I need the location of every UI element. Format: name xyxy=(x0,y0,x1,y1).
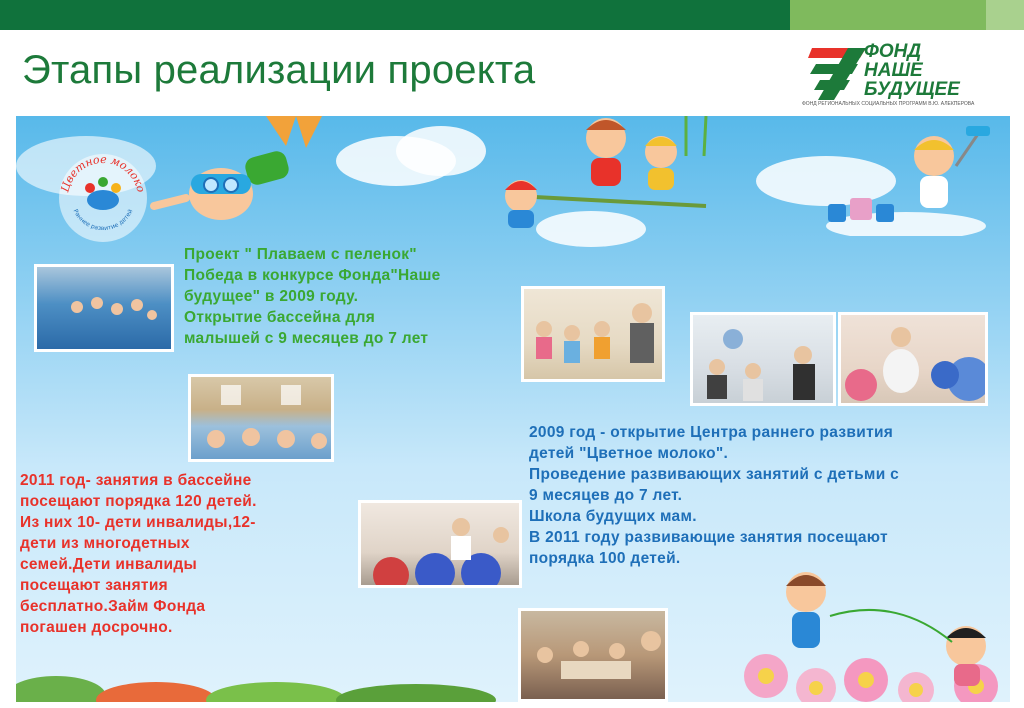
logo-text-line1: ФОНД xyxy=(864,41,922,62)
top-bar-dark-segment xyxy=(0,0,790,30)
photo-table-class xyxy=(518,608,668,702)
top-accent-bar xyxy=(0,0,1024,30)
top-bar-mid-segment xyxy=(790,0,986,30)
painting-child-illustration xyxy=(816,126,996,236)
color-milk-emblem xyxy=(54,146,152,244)
text-block-swimming-project: Проект " Плаваем с пеленок" Победа в конкурсе Фонда"Наше будущее" в 2009 году. Открытие бассейна для малышей с 9 месяцев до 7 лет xyxy=(184,246,441,347)
logo-subtitle: ФОНД РЕГИОНАЛЬНЫХ СОЦИАЛЬНЫХ ПРОГРАММ В.Ю. АЛЕКПЕРОВА xyxy=(802,101,975,107)
photo-pool-group xyxy=(34,264,174,352)
logo-text-line2: НАШЕ xyxy=(864,60,923,81)
logo-text-line3: БУДУЩЕЕ xyxy=(864,79,960,100)
photo-babies-pool xyxy=(188,374,334,462)
top-bar-light-segment xyxy=(986,0,1024,30)
photo-balls-play xyxy=(358,500,522,588)
diving-child-illustration xyxy=(146,116,326,226)
text-block-development-center: 2009 год - открытие Центра раннего развития детей "Цветное молоко". Проведение развивающих занятий с детьми с 9 месяцев до 7 лет. Школа будущих мам. В 2011 году развивающие занятия посещают порядка 100 детей. xyxy=(529,424,900,567)
emblem-subtitle: Раннее развитие детей xyxy=(71,208,135,233)
emblem-title: Цветное молоко xyxy=(58,152,148,194)
photo-future-moms xyxy=(838,312,988,406)
text-block-pool-2011: 2011 год- занятия в бассейне посещают порядка 120 детей. Из них 10- дети инвалиды,12- дети из многодетных семей.Дети инвалиды посещают занятия бесплатно.Займ Фонда погашен досрочно. xyxy=(20,472,257,636)
photo-fitball-class xyxy=(690,312,836,406)
fund-logo xyxy=(800,40,1000,112)
photo-children-class xyxy=(521,286,665,382)
project-poster xyxy=(16,116,1010,702)
slide-title: Этапы реализации проекта xyxy=(22,48,536,92)
grass-decoration xyxy=(16,656,516,702)
swinging-children-illustration xyxy=(456,116,716,236)
flowers-children-illustration xyxy=(706,556,1010,702)
fund-logo-mark-icon xyxy=(808,44,870,100)
